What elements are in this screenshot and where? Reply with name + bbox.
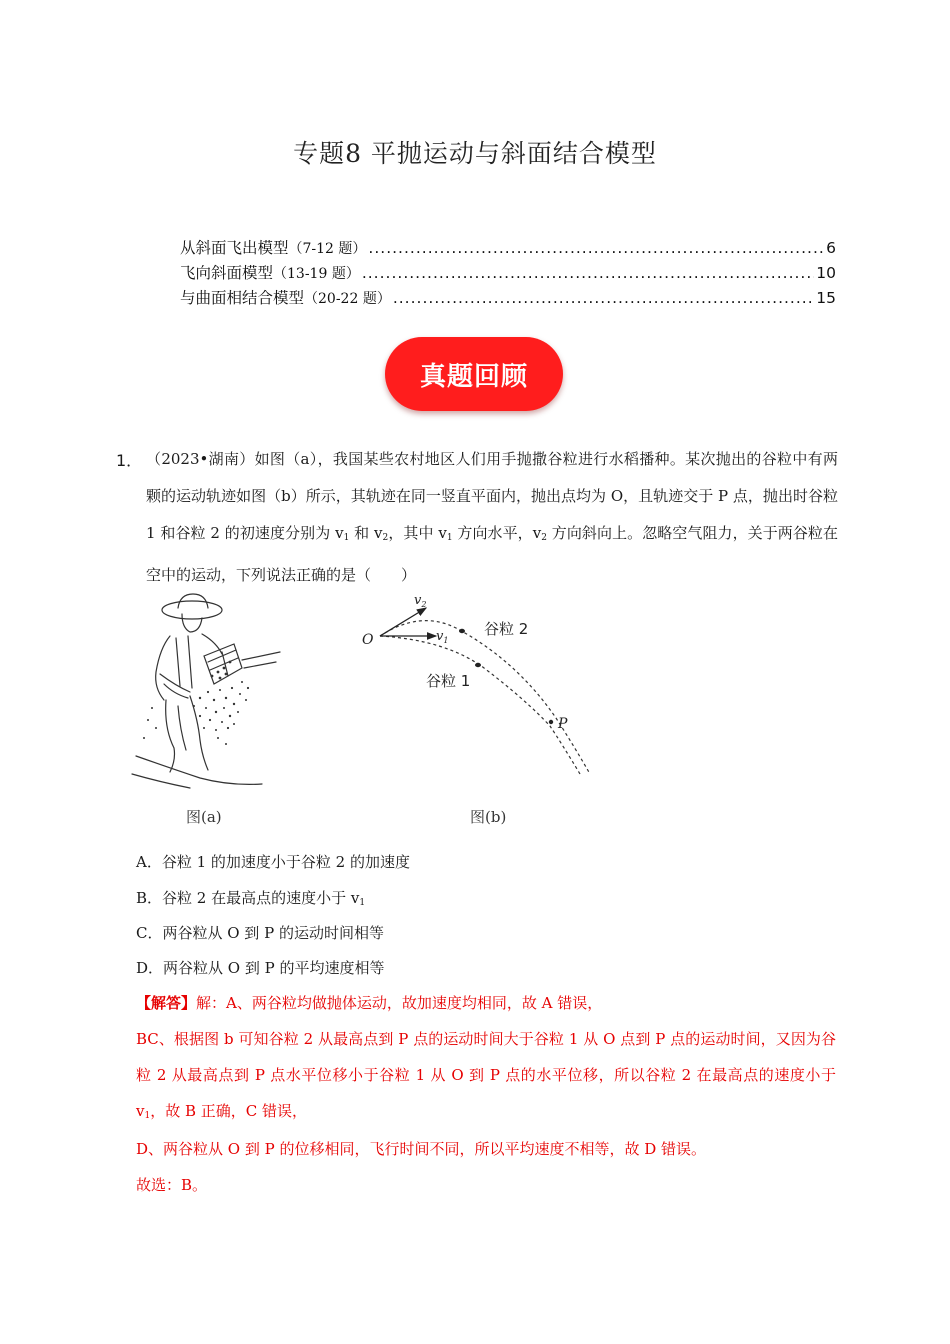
toc-entry-page: 15: [816, 289, 836, 307]
label-grain-1: 谷粒 1: [426, 672, 471, 690]
label-grain-2: 谷粒 2: [484, 620, 529, 638]
toc-leader-dots: [368, 239, 824, 257]
answer-line-2: BC、根据图 b 可知谷粒 2 从最高点到 P 点的运动时间大于谷粒 1 从 O 点到 P 点的运动时间，又因为谷粒 2 从最高点到 P 点水平位移小于谷粒 1 从 O 到 P 点的水平位移，所以谷粒 2 在最高点的速度小于 $v_1$，故 B 正确，C 错误，: [136, 1030, 836, 1121]
toc-entry[interactable]: [180, 236, 836, 261]
figure-b-caption: 图(b): [470, 808, 507, 826]
farmer-sowing-illustration: [130, 588, 290, 793]
toc-leader-dots: [362, 264, 814, 282]
label-v2: v: [414, 593, 422, 608]
toc-entry-range: （20-22 题）: [304, 291, 391, 307]
toc-entry-range: （13-19 题）: [273, 266, 360, 282]
answer-line-1: 【解答】解：A、两谷粒均做抛体运动，故加速度均相同，故 A 错误，: [136, 994, 603, 1012]
toc-entry-page: 10: [816, 264, 836, 282]
option-b[interactable]: B．谷粒 2 在最高点的速度小于 $v_1$: [136, 889, 366, 908]
label-v1: v: [436, 629, 444, 644]
option-a[interactable]: A．谷粒 1 的加速度小于谷粒 2 的加速度: [136, 853, 410, 871]
toc-entry-label: 与曲面相结合模型: [180, 289, 305, 307]
svg-text:v1: $v_1$: [436, 629, 449, 645]
question-figures: [130, 588, 610, 833]
toc-entry[interactable]: [180, 286, 836, 311]
section-badge: 真题回顾: [385, 337, 563, 411]
toc-entry-label: 飞向斜面模型: [180, 264, 274, 282]
toc-leader-dots: [393, 289, 814, 307]
toc-entry[interactable]: [180, 261, 836, 286]
table-of-contents: [180, 236, 836, 311]
svg-text:v2: $v_2$: [414, 593, 427, 609]
option-d[interactable]: D．两谷粒从 O 到 P 的平均速度相等: [136, 959, 385, 977]
label-origin: O: [362, 632, 374, 648]
toc-entry-page: 6: [826, 239, 836, 257]
page-title: 专题8 平抛运动与斜面结合模型: [293, 139, 657, 168]
trajectory-diagram: [356, 590, 606, 790]
toc-entry-label: 从斜面飞出模型: [180, 239, 289, 257]
figure-a-caption: 图(a): [186, 808, 222, 826]
toc-entry-range: （7-12 题）: [288, 241, 367, 257]
answer-conclusion: 故选：B。: [136, 1176, 208, 1194]
question-number: 1．: [116, 451, 143, 470]
question-stem: （2023•湖南）如图（a），我国某些农村地区人们用手抛撒谷粒进行水稻播种。某次抛出的谷粒中有两颗的运动轨迹如图（b）所示，其轨迹在同一竖直平面内，抛出点均为 O，且轨迹交于 P 点，抛出时谷粒 1 和谷粒 2 的初速度分别为 $v_1$ 和 $v_2$，其中 $v_1$ 方向水平，$v_2$ 方向斜向上。忽略空气阻力，关于两谷粒在空中的运动，下列说法正确的是（ ）: [146, 450, 839, 584]
label-point-p: P: [558, 716, 568, 732]
answer-line-3: D、两谷粒从 O 到 P 的位移相同，飞行时间不同，所以平均速度不相等，故 D 错误。: [136, 1140, 707, 1158]
answer-tag: 【解答】: [136, 994, 197, 1012]
option-c[interactable]: C．两谷粒从 O 到 P 的运动时间相等: [136, 924, 384, 942]
